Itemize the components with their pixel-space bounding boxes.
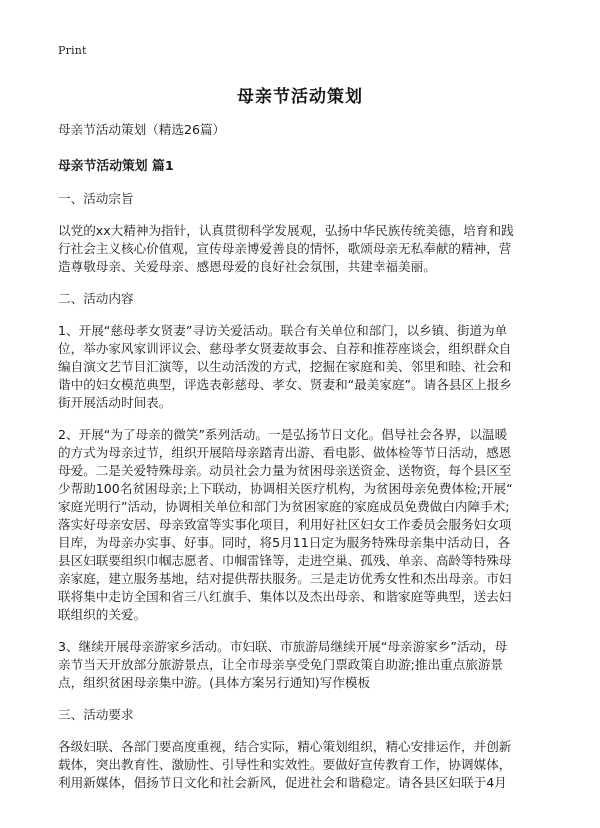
text-line: 载体，突出教育性、激励性、引导性和实效性。要做好宣传教育工作，协调媒体， [58,757,512,772]
text-line: 2、开展“为了母亲的微笑”系列活动。一是弘扬节日文化。倡导社会各界，以温暖 [58,427,508,442]
text-line: 3、继续开展母亲游家乡活动。市妇联、市旅游局继续开展“母亲游家乡”活动，母 [58,639,508,654]
text-line: 目库，为母亲办实事、好事。同时，将5月11日定为服务特殊母亲集中活动日，各 [58,535,511,550]
text-line: 少帮助100名贫困母亲;上下联动，协调相关医疗机构，为贫困母亲免费体检;开展“ [58,481,513,496]
text-line: 行社会主义核心价值观，宣传母亲博爱善良的情怀，歌颂母亲无私奉献的精神，营 [58,241,512,256]
text-line: 家庭光明行”活动，协调相关单位和部门为贫困家庭的家庭成员免费做白内障手术; [58,499,510,514]
page-title: 母亲节活动策划 [237,87,363,107]
text-line: 以党的xx大精神为指针，认真贯彻科学发展观，弘扬中华民族传统美德，培育和践 [58,223,514,238]
paragraph [58,322,548,412]
paragraph [58,738,548,792]
text-line: 点，组织贫困母亲集中游。(具体方案另行通知)写作模板 [58,675,371,690]
paragraph [58,426,548,624]
content-blocks [58,190,548,792]
text-line: 一、活动宗旨 [58,191,134,206]
text-line: 落实好母亲安居、母亲致富等实事化项目，利用好社区妇女工作委员会服务妇女项 [58,517,512,532]
text-line: 县区妇联要组织巾帼志愿者、巾帼雷锋等，走进空巢、孤残、单亲、高龄等特殊母 [58,553,512,568]
text-line: 二、活动内容 [58,291,134,306]
paragraph [58,638,548,692]
document-subtitle: 母亲节活动策划（精选26篇） [58,122,226,137]
text-line: 位，举办家风家训评议会、慈母孝女贤妻故事会、自荐和推荐座谈会，组织群众自 [58,341,512,356]
text-line: 三、活动要求 [58,707,134,722]
text-line: 利用新媒体，倡扬节日文化和社会新风，促进社会和谐稳定。请各县区妇联于4月 [58,775,507,790]
section-heading [58,290,548,308]
text-line: 编自演文艺节目汇演等，以生动活泼的方式，挖掘在家庭和美、邻里和睦、社会和 [58,359,512,374]
text-line: 亲家庭，建立服务基地，结对提供帮扶服务。三是走访优秀女性和杰出母亲。市妇 [58,571,512,586]
section-heading [58,706,548,724]
text-line: 1、开展“慈母孝女贤妻”寻访关爱活动。联合有关单位和部门，以乡镇、街道为单 [58,323,508,338]
text-line: 的方式为母亲过节，组织开展陪母亲踏青出游、看电影、做体检等节日活动，感恩 [58,445,512,460]
text-line: 谐中的妇女模范典型，评选表彰慈母、孝女、贤妻和“最美家庭”。请各县区上报乡 [58,377,512,392]
print-link[interactable]: Print [58,44,87,57]
text-line: 造尊敬母亲、关爱母亲、感恩母爱的良好社会氛围，共建幸福美丽。 [58,259,436,274]
section-title: 母亲节活动策划 篇1 [58,159,174,174]
text-line: 联将集中走访全国和省三八红旗手、集体以及杰出母亲、和谐家庭等典型，送去妇 [58,589,512,604]
text-line: 母爱。二是关爱特殊母亲。动员社会力量为贫困母亲送资金、送物资，每个县区至 [58,463,512,478]
text-line: 亲节当天开放部分旅游景点，让全市母亲享受免门票政策自助游;推出重点旅游景 [58,657,504,672]
text-line: 街开展活动时间表。 [58,395,172,410]
paragraph [58,222,548,276]
text-line: 联组织的关爱。 [58,607,147,622]
section-heading [58,190,548,208]
text-line: 各级妇联、各部门要高度重视，结合实际，精心策划组织，精心安排运作，并创新 [58,739,512,754]
document-body [58,121,548,806]
